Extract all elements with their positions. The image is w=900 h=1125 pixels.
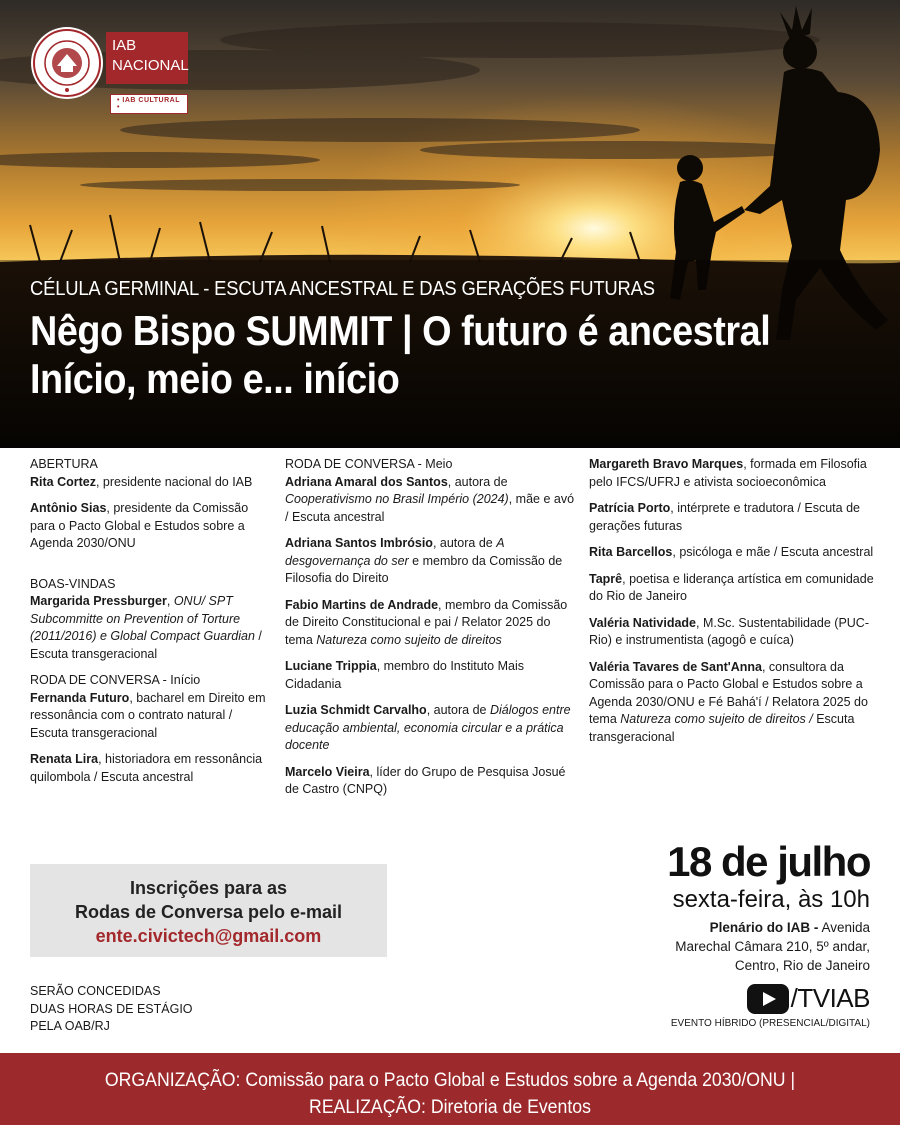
- hero-banner: [0, 0, 900, 448]
- speaker-name: Fabio Martins de Andrade: [285, 597, 439, 612]
- speaker-entry: Marcelo Vieira, líder do Grupo de Pesquisa Josué de Castro (CNPQ): [285, 764, 566, 796]
- speaker-name: Valéria Tavares de Sant'Anna: [589, 659, 762, 674]
- title-line1: Nêgo Bispo SUMMIT | O futuro é ancestral: [30, 307, 771, 354]
- speaker-entry: Luzia Schmidt Carvalho, autora de Diálogos entre educação ambiental, economia circular e a prática docente: [285, 703, 571, 752]
- youtube-icon: [747, 984, 789, 1014]
- oab-line3: PELA OAB/RJ: [30, 1019, 110, 1033]
- registration-email-link[interactable]: ente.civictech@gmail.com: [95, 926, 322, 946]
- speaker-desc: / Escuta transgeracional: [30, 629, 262, 661]
- speaker-name: Fernanda Futuro: [30, 690, 130, 705]
- speaker-name: Adriana Santos Imbrósio: [285, 536, 433, 550]
- oab-line1: SERÃO CONCEDIDAS: [30, 984, 161, 998]
- theme-title: Natureza como sujeito de direitos: [316, 632, 502, 647]
- roda-meio-block: [285, 456, 575, 526]
- title-line2: Início, meio e... início: [30, 355, 400, 402]
- speaker-name: Renata Lira: [30, 752, 99, 766]
- theme-title: Natureza como sujeito de direitos /: [620, 712, 813, 726]
- section-roda-meio: RODA DE CONVERSA - Meio: [285, 457, 453, 471]
- speaker-entry: [30, 751, 268, 786]
- speaker-entry: Rita Barcellos, psicóloga e mãe / Escuta ancestral: [589, 545, 874, 559]
- speaker-name: Patrícia Porto: [589, 501, 671, 515]
- iab-seal-icon: [30, 26, 104, 100]
- iab-nacional-box: [106, 32, 188, 84]
- iab-cultural-tag: • IAB CULTURAL •: [110, 94, 188, 114]
- venue-name: Plenário do IAB -: [709, 920, 819, 935]
- footer-realizacao: REALIZAÇÃO: Diretoria de Eventos: [309, 1097, 591, 1118]
- abertura-block: [30, 456, 268, 491]
- speaker-name: Margareth Bravo Marques: [589, 457, 744, 471]
- speaker-entry: Margareth Bravo Marques, formada em Filosofia pelo IFCS/UFRJ e ativista socioeconômica: [589, 457, 867, 489]
- speaker-affiliation: ONU/ SPT Subcommitte on Prevention of Torture (2011/2016) e Global Compact Guardian: [30, 594, 255, 643]
- speaker-entry: Luciane Trippia, membro do Instituto Mais Cidadania: [285, 659, 524, 691]
- speaker-entry: Adriana Santos Imbrósio, autora de A desgovernança do ser e membro da Comissão de Filosofia do Direito: [285, 536, 563, 585]
- event-title: [30, 307, 770, 403]
- footer-organizacao: ORGANIZAÇÃO: Comissão para o Pacto Global e Estudos sobre a Agenda 2030/ONU |: [104, 1070, 796, 1091]
- roda-inicio-block: [30, 672, 268, 742]
- event-date: 18 de julho: [667, 838, 870, 885]
- speaker-entry: Valéria Natividade, M.Sc. Sustentabilidade (PUC-Rio) e instrumentista (agogô e cuíca): [589, 615, 870, 647]
- venue-line2: Marechal Câmara 210, 5º andar,: [675, 939, 870, 954]
- venue-line3: Centro, Rio de Janeiro: [734, 958, 870, 973]
- speaker-name: Marcelo Vieira: [285, 764, 370, 779]
- program-column-2: [285, 456, 575, 808]
- event-kicker: CÉLULA GERMINAL - ESCUTA ANCESTRAL E DAS GERAÇÕES FUTURAS: [30, 278, 655, 300]
- speaker-name: Adriana Amaral dos Santos: [285, 474, 448, 489]
- speaker-entry: Fabio Martins de Andrade, membro da Comissão de Direito Constitucional e pai / Relator 2025 do tema Natureza como sujeito de direitos: [285, 597, 568, 647]
- section-boas-vindas: BOAS-VINDAS: [30, 576, 116, 591]
- venue-line1: Avenida: [818, 920, 870, 935]
- book-title: A desgovernança do ser: [285, 536, 505, 568]
- speaker-name: Margarida Pressburger: [30, 594, 167, 608]
- speaker-entry: Patrícia Porto, intérprete e tradutora / Escuta de gerações futuras: [589, 501, 860, 533]
- speaker-entry: [30, 690, 268, 743]
- registration-box: [30, 864, 387, 957]
- speaker-entry: [30, 474, 268, 492]
- footer-banner: [0, 1053, 900, 1125]
- speaker-name: Luzia Schmidt Carvalho: [285, 703, 427, 717]
- section-abertura: ABERTURA: [30, 457, 98, 471]
- book-title: Cooperativismo no Brasil Império (2024): [285, 492, 509, 506]
- speaker-name: Rita Barcellos: [589, 545, 673, 559]
- program-column-3: [589, 456, 879, 755]
- speaker-name: Taprê: [589, 571, 623, 586]
- boas-vindas-block: [30, 576, 268, 664]
- speaker-entry: Valéria Tavares de Sant'Anna, consultora da Comissão para o Pacto Global e Estudos sobre a Agenda 2030/ONU e Fé Bahá'í / Relatora 2025 do tema Natureza como sujeito de direitos / Escuta transgeracional: [589, 659, 868, 744]
- speaker-entry: [30, 500, 268, 553]
- youtube-channel-link[interactable]: [667, 983, 870, 1014]
- oab-line2: DUAS HORAS DE ESTÁGIO: [30, 1001, 193, 1016]
- speaker-entry: Taprê, poetisa e liderança artística em comunidade do Rio de Janeiro: [589, 571, 874, 603]
- speaker-desc: , historiadora em ressonância quilombola / Escuta ancestral: [30, 752, 263, 784]
- speaker-desc: , presidente nacional do IAB: [95, 474, 253, 489]
- speaker-name: Valéria Natividade: [589, 615, 697, 630]
- book-title: Diálogos entre educação ambiental, economia circular e a prática docente: [285, 703, 571, 752]
- speaker-entry: Adriana Amaral dos Santos, autora de Cooperativismo no Brasil Império (2024), mãe e avó / Escuta ancestral: [285, 474, 575, 524]
- registration-line1: Inscrições para as: [129, 878, 288, 898]
- iab-logo: [30, 26, 189, 111]
- speaker-name: Antônio Sias: [30, 501, 107, 515]
- hybrid-event-note: EVENTO HÍBRIDO (PRESENCIAL/DIGITAL): [670, 1018, 870, 1029]
- speaker-desc: , bacharel em Direito em ressonância com o contrato natural / Escuta transgeracional: [30, 690, 266, 740]
- speaker-desc: , presidente da Comissão para o Pacto Global e Estudos sobre a Agenda 2030/ONU: [30, 501, 249, 550]
- speaker-entry: Margarida Pressburger, ONU/ SPT Subcommitte on Prevention of Torture (2011/2016) e Global Compact Guardian / Escuta transgeracional: [30, 594, 262, 661]
- section-roda-inicio: RODA DE CONVERSA - Início: [30, 673, 201, 687]
- channel-name: /TVIAB: [790, 983, 870, 1013]
- registration-line2: Rodas de Conversa pelo e-mail: [74, 902, 343, 922]
- speaker-name: Luciane Trippia: [285, 659, 377, 673]
- logo-line2: NACIONAL: [112, 57, 189, 74]
- event-day-time: sexta-feira, às 10h: [672, 886, 870, 913]
- speaker-name: Rita Cortez: [30, 474, 96, 489]
- oab-note: [30, 983, 193, 1036]
- event-venue: [667, 918, 870, 975]
- logo-line1: IAB: [112, 37, 137, 54]
- hero-text: [30, 278, 853, 403]
- program-column-1: [30, 456, 268, 795]
- event-details: [667, 838, 870, 1029]
